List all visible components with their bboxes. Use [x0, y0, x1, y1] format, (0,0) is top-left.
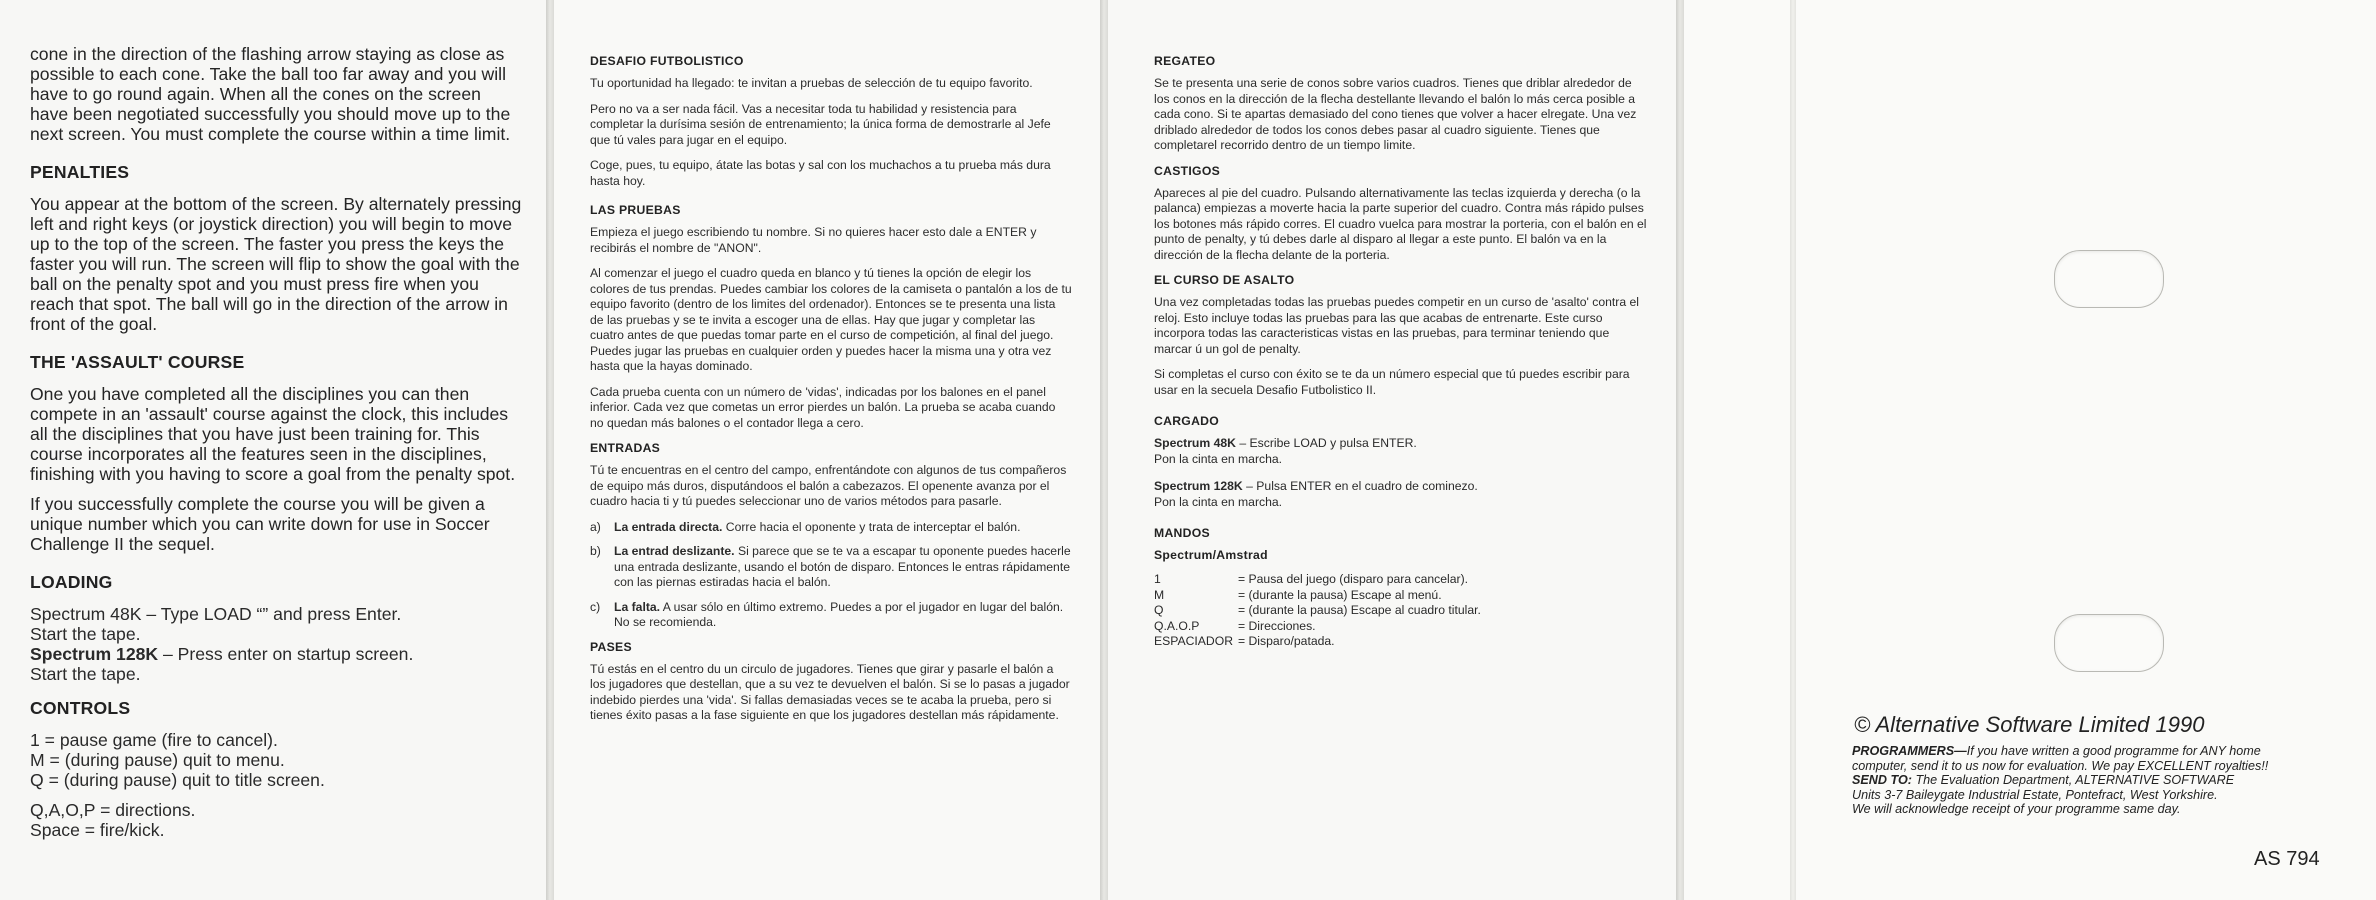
entradas-paragraph: Tú te encuentras en el centro del campo, enfrentándote con algunos de tus compañeros de equipo más duros, disputándoos el balón a cabezazos. El openente avanza por el cuadro hacia ti y tú puedes seleccionar uno de varios métodos para pasarle. [590, 463, 1067, 508]
mandos-key: Q [1154, 603, 1164, 617]
curso-paragraph: Si completas el curso con éxito se te da un número especial que tú puedes escribir para usar en la secuela Desafio Futbolistico II. [1154, 367, 1630, 397]
desafio-paragraph: Coge, pues, tu equipo, átate las botas y sal con los muchachos a tu prueba más dura hasta hoy. [590, 158, 1051, 188]
item-letter: c) [590, 599, 601, 614]
mandos-table [1154, 572, 1648, 650]
mandos-action: = Disparo/patada. [1238, 634, 1335, 648]
cargado-128k [1154, 479, 1648, 510]
pruebas-paragraph: Cada prueba cuenta con un número de 'vidas', indicadas por los balones en el panel inferior. Cada vez que cometas un error pierdes un balón. La prueba se acaba cuando no quedan más balones o el contador llega a cero. [590, 384, 1056, 430]
entradas-heading: ENTRADAS [590, 441, 661, 455]
address-line: Units 3-7 Baileygate Industrial Estate, Pontefract, West Yorkshire. [1852, 787, 2218, 802]
mandos-action: = Direcciones. [1238, 618, 1316, 633]
loading-128k-text: – Press enter on startup screen. [158, 644, 414, 664]
acknowledge-line: We will acknowledge receipt of your programme same day. [1852, 802, 2181, 816]
cassette-slot-cutout [2054, 614, 2164, 672]
pruebas-paragraph: Empieza el juego escribiendo tu nombre. Si no quieres hacer esto dale a ENTER y recibirás el nombre de "ANON". [590, 225, 1037, 255]
regateo-paragraph: Se te presenta una serie de conos sobre varios cuadros. Tienes que driblar alrededor de los conos en la dirección de la flecha destellante llevando el balón lo más cerca posible a cada cono. Si te apartas demasiado del cono tienes que volver a hacer elregate. Una vez driblado alrededor de todos los conos debes pasar al cuadro siguiente. Tienes que completarel recorrido dentro de un tiempo limite. [1154, 76, 1637, 152]
desafio-heading: DESAFIO FUTBOLISTICO [590, 54, 744, 68]
pruebas-paragraph: Al comenzar el juego el cuadro queda en blanco y tú tienes la opción de elegir los colores de tus prendas. Puedes cambiar los colores de la camiseta o pantalón a los de tu equipo favorito (dentro de los limites del ordenador). Entonces se te presenta una lista de las pruebas y se te invita a escoger una de ellas. Hay que jugar y completar las cuatro antes de que puedas tomar parte en el curso de competición, al final del juego. Puedes jugar las pruebas en cualquier orden y puedes hacer la misma una y otra vez hasta que la hayas dominado. [590, 266, 1072, 373]
spanish-panel-2 [1108, 0, 1678, 900]
castigos-heading: CASTIGOS [1154, 163, 1221, 178]
curso-paragraph: Una vez completadas todas las pruebas puedes competir en un curso de 'asalto' contra el reloj. Esto incluye todas las pruebas para las que acabas de entrenarte. Este curso incorpora todas las caracteristicas vistas en las pruebas, para terminar teniendo que marcar ú un gol de penalty. [1154, 295, 1639, 356]
penalties-heading: PENALTIES [30, 162, 130, 182]
assault-heading: THE 'ASSAULT' COURSE [30, 352, 245, 372]
item-title: La entrad deslizante. [614, 544, 735, 558]
catalog-number: AS 794 [2254, 848, 2320, 870]
control-item: Q,A,O,P = directions. [30, 800, 196, 820]
assault-text-2: If you successfully complete the course you will be given a unique number which you can write down for use in Soccer Challenge II the sequel. [30, 494, 490, 554]
curso-heading: EL CURSO DE ASALTO [1154, 273, 1295, 287]
send-text: The Evaluation Department, ALTERNATIVE SOFTWARE [1911, 773, 2235, 787]
control-item: Space = fire/kick. [30, 820, 165, 840]
desafio-paragraph: Tu oportunidad ha llegado: te invitan a pruebas de selección de tu equipo favorito. [590, 76, 1033, 90]
mandos-action: = Pausa del juego (disparo para cancelar). [1238, 572, 1469, 586]
cargado-48k-text: – Escribe LOAD y pulsa ENTER. [1235, 436, 1417, 450]
entradas-item [590, 520, 1072, 536]
cassette-slot-cutout [2054, 250, 2164, 308]
mandos-key: ESPACIADOR [1154, 634, 1234, 648]
loading-48k-tape: Start the tape. [30, 624, 141, 644]
pruebas-heading: LAS PRUEBAS [590, 203, 681, 217]
cargado-48k-label: Spectrum 48K [1154, 436, 1236, 450]
mandos-heading: MANDOS [1154, 526, 1210, 540]
assault-text-1: One you have completed all the disciplines you can then compete in an 'assault' course against the clock, this includes all the disciplines that you have just been training for. This course incorporates all the features seen in the disciplines, finishing with you having to score a goal from the penalty spot. [30, 384, 516, 484]
programmers-label: PROGRAMMERS— [1852, 744, 1967, 758]
cargado-128k-text: – Pulsa ENTER en el cuadro de cominezo. [1242, 479, 1478, 493]
controls-heading: CONTROLS [30, 698, 131, 718]
cargado-128k-tape: Pon la cinta en marcha. [1154, 494, 1283, 509]
item-title: La entrada directa. [614, 519, 723, 534]
regateo-heading: REGATEO [1154, 54, 1216, 68]
send-label: SEND TO: [1852, 773, 1912, 787]
loading-heading: LOADING [30, 572, 113, 592]
mandos-subheading: Spectrum/Amstrad [1154, 548, 1268, 562]
controls-list [30, 730, 522, 840]
pases-heading: PASES [590, 639, 632, 654]
item-title: La falta. [614, 599, 661, 614]
back-flap-panel [1684, 0, 2376, 900]
control-item: Q = (during pause) quit to title screen. [30, 770, 325, 790]
page-fold [1790, 0, 1796, 900]
cargado-48k-tape: Pon la cinta en marcha. [1154, 451, 1283, 466]
mandos-action: = (durante la pausa) Escape al menú. [1238, 587, 1442, 602]
mandos-action: = (durante la pausa) Escape al cuadro titular. [1238, 603, 1481, 617]
dribbling-intro: cone in the direction of the flashing arrow staying as close as possible to each cone. Take the ball too far away and you will have to go round again. When all the cones on the screen have been negotiated successfully you should move up to the next screen. You must complete the course within a time limit. [30, 44, 511, 144]
entradas-item [590, 600, 1072, 631]
loading-128k-label: Spectrum 128K [30, 644, 159, 664]
programmers-notice [1852, 744, 2282, 817]
castigos-paragraph: Apareces al pie del cuadro. Pulsando alternativamente las teclas izquierda y derecha (o la palanca) empiezas a moverte hacia la parte superior del cuadro. Contra más rápido pulses los botones más rápido corres. El cuadro vuelca para mostrar la porteria, con el balón en el punto de penalty, y tú debes darle al disparo al llegar a este punto. El balón va en la dirección de la flecha delante de la porteria. [1154, 185, 1647, 262]
penalties-text: You appear at the bottom of the screen. By alternately pressing left and right keys (or joystick direction) you will begin to move up to the top of the screen. The faster you press the keys the faster you will run. The screen will flip to show the goal with the ball on the penalty spot and you must press fire when you reach that spot. The ball will go in the direction of the arrow in front of the goal. [30, 194, 522, 334]
loading-48k-label: Spectrum 48K [30, 604, 142, 624]
control-item: M = (during pause) quit to menu. [30, 750, 285, 770]
entradas-item [590, 544, 1072, 591]
pases-paragraph: Tú estás en el centro du un circulo de jugadores. Tienes que girar y pasarle el balón a los jugadores que destellan, que a su vez te devuelven el balón. Si se lo pasas a jugador indebido pierdes una 'vida'. Si fallas demasiadas veces se te acaba la prueba, pero si tienes éxito pasas a la fase siguiente en que los jugadores destellan más rápidamente. [590, 661, 1070, 722]
mandos-key: Q.A.O.P [1154, 618, 1200, 633]
cargado-48k [1154, 436, 1648, 467]
item-text: Si parece que se te va a escapar tu oponente puedes hacerle una entrada deslizante, usando el botón de disparo. Entonces le entras rápidamente con las piernas estiradas hacia el balón. [614, 544, 1071, 589]
english-panel [0, 0, 548, 900]
loading-48k-text: – Type LOAD “” and press Enter. [141, 604, 402, 624]
desafio-paragraph: Pero no va a ser nada fácil. Vas a necesitar toda tu habilidad y resistencia para completar la durísima sesión de entrenamiento; la única forma de demostrarle al Jefe que tú vales para jugar en el equipo. [590, 101, 1051, 147]
loading-section [30, 604, 522, 684]
copyright-notice: © Alternative Software Limited 1990 [1854, 712, 2205, 737]
programmers-text: If you have written a good programme for ANY home computer, send it to us now for evaluation. We pay EXCELLENT royalties!! [1852, 744, 2269, 773]
item-letter: a) [590, 519, 601, 534]
item-letter: b) [590, 544, 601, 558]
cargado-heading: CARGADO [1154, 414, 1220, 428]
spanish-panel-1 [554, 0, 1102, 900]
item-text: Corre hacia el oponente y trata de interceptar el balón. [722, 519, 1021, 534]
cargado-128k-label: Spectrum 128K [1154, 479, 1243, 493]
control-item: 1 = pause game (fire to cancel). [30, 730, 278, 750]
loading-128k-tape: Start the tape. [30, 664, 141, 684]
mandos-key: M [1154, 587, 1165, 602]
mandos-key: 1 [1154, 572, 1161, 586]
item-text: A usar sólo en último extremo. Puedes a por el jugador en lugar del balón. No se recomienda. [614, 599, 1064, 629]
